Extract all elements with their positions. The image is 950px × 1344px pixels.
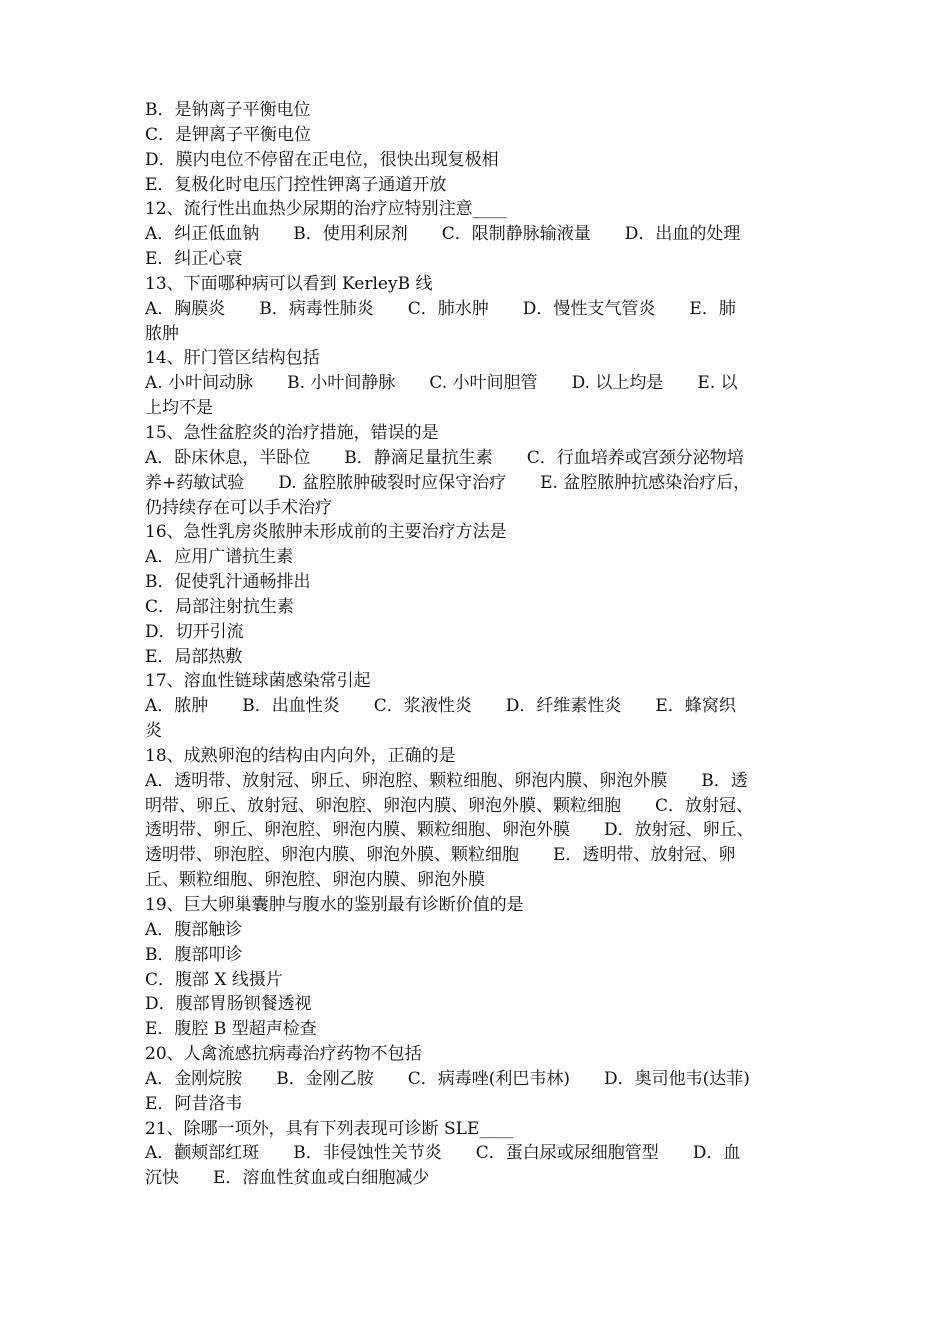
question-20: 20、人禽流感抗病毒治疗药物不包括 [145, 1044, 422, 1065]
text-line: B．促使乳汁通畅排出 [145, 572, 311, 593]
text-line: 沉快 E．溶血性贫血或白细胞减少 [145, 1168, 430, 1189]
question-21: 21、除哪一项外，具有下列表现可诊断 SLE____ [145, 1118, 514, 1139]
text-line: D．切开引流 [145, 621, 244, 642]
question-14: 14、肝门管区结构包括 [145, 348, 320, 369]
text-line: 炎 [145, 721, 162, 742]
text-line: 仍持续存在可以手术治疗 [145, 497, 332, 518]
text-line: E．复极化时电压门控性钾离子通道开放 [145, 174, 447, 195]
text-line: A．脓肿 B．出血性炎 C．浆液性炎 D．纤维素性炎 E．蜂窝织 [145, 696, 736, 717]
text-line: A．腹部触诊 [145, 919, 243, 940]
text-line: E．阿昔洛韦 [145, 1093, 243, 1114]
text-line: A．卧床休息，半卧位 B．静滴足量抗生素 C．行血培养或宫颈分泌物培 [145, 447, 744, 468]
text-line: B．是钠离子平衡电位 [145, 100, 311, 120]
text-line: A．应用广谱抗生素 [145, 547, 294, 568]
text-line: C．是钾离子平衡电位 [145, 124, 312, 145]
text-line: A．胸膜炎 B．病毒性肺炎 C．肺水肿 D．慢性支气管炎 E．肺 [145, 298, 736, 319]
text-line: B．腹部叩诊 [145, 944, 243, 965]
text-line: 明带、卵丘、放射冠、卵泡腔、卵泡内膜、卵泡外膜、颗粒细胞 C．放射冠、 [145, 795, 754, 816]
text-line: 养+药敏试验 D. 盆腔脓肿破裂时应保守治疗 E. 盆腔脓肿抗感染治疗后， [145, 472, 751, 493]
text-line: 透明带、卵泡腔、卵泡内膜、卵泡外膜、颗粒细胞 E．透明带、放射冠、卵 [145, 845, 736, 866]
question-19: 19、巨大卵巢囊肿与腹水的鉴别最有诊断价值的是 [145, 895, 524, 915]
text-line: C．局部注射抗生素 [145, 596, 295, 617]
text-line: E．局部热敷 [145, 646, 243, 667]
text-line: 上均不是 [145, 398, 213, 419]
question-17: 17、溶血性链球菌感染常引起 [145, 671, 371, 692]
text-line: A．纠正低血钠 B．使用利尿剂 C．限制静脉输液量 D．出血的处理 [145, 224, 741, 245]
text-line: A．透明带、放射冠、卵丘、卵泡腔、颗粒细胞、卵泡内膜、卵泡外膜 B．透 [145, 770, 748, 791]
text-line: D．膜内电位不停留在正电位，很快出现复极相 [145, 149, 499, 170]
question-15: 15、急性盆腔炎的治疗措施，错误的是 [145, 422, 439, 443]
text-line: E．腹腔 B 型超声检查 [145, 1019, 317, 1040]
text-line: E．纠正心衰 [145, 249, 243, 270]
document-body [145, 98, 809, 1191]
question-13: 13、下面哪种病可以看到 KerleyB 线 [145, 273, 433, 294]
text-line: 透明带、卵丘、卵泡腔、卵泡内膜、颗粒细胞、卵泡外膜 D．放射冠、卵丘、 [145, 820, 754, 841]
text-line: A. 小叶间动脉 B. 小叶间静脉 C. 小叶间胆管 D. 以上均是 E. 以 [145, 373, 738, 394]
question-16: 16、急性乳房炎脓肿未形成前的主要治疗方法是 [145, 522, 507, 543]
text-line: C．腹部 X 线摄片 [145, 969, 283, 990]
text-line: A．金刚烷胺 B．金刚乙胺 C．病毒唑(利巴韦林) D．奥司他韦(达菲) [145, 1068, 750, 1089]
text-line: A．颧颊部红斑 B．非侵蚀性关节炎 C．蛋白尿或尿细胞管型 D．血 [145, 1143, 741, 1164]
question-18: 18、成熟卵泡的结构由内向外，正确的是 [145, 745, 456, 766]
text-line: 脓肿 [145, 323, 179, 344]
text-line: D．腹部胃肠钡餐透视 [145, 994, 312, 1015]
question-12: 12、流行性出血热少尿期的治疗应特别注意____ [145, 199, 507, 220]
text-line: 丘、颗粒细胞、卵泡腔、卵泡内膜、卵泡外膜 [145, 870, 485, 891]
